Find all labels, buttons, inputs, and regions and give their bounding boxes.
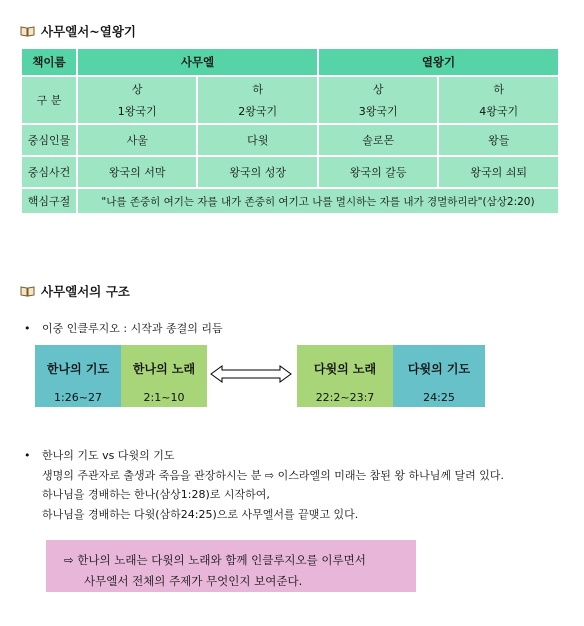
box-ref: 2:1~10	[143, 391, 185, 404]
bullet-marker: •	[24, 449, 31, 462]
table-row-verse	[21, 188, 559, 214]
row-label-verse: 핵심구절	[21, 188, 77, 214]
table-cell: 상 3왕국기	[318, 76, 438, 124]
box-ref: 22:2~23:7	[315, 391, 375, 404]
note-line: 한나의 노래는 다윗의 노래와 함께 인클루지오를 이루면서	[77, 553, 366, 567]
section-title-structure	[20, 282, 130, 300]
row-label-figures: 중심인물	[21, 124, 77, 156]
key-verse-text: "나를 존중히 여기는 자를 내가 존중히 여기고 나를 멸시하는 자를 내가 경멸하리라"(삼상2:20)	[77, 188, 559, 214]
table-cell: 왕국의 서막	[77, 156, 197, 188]
section-title-samuel-kings	[20, 22, 136, 40]
box-title: 한나의 노래	[132, 362, 196, 376]
bullet-heading: 한나의 기도 vs 다윗의 기도	[42, 449, 175, 462]
table-cell: 솔로몬	[318, 124, 438, 156]
table-cell: 다윗	[197, 124, 317, 156]
table-cell: 왕국의 성장	[197, 156, 317, 188]
bullet-marker: •	[24, 322, 31, 335]
book-icon	[20, 285, 35, 297]
table-cell: 왕국의 갈등	[318, 156, 438, 188]
book-icon	[20, 25, 35, 37]
table-row-events	[21, 156, 559, 188]
row-label-events: 중심사건	[21, 156, 77, 188]
section-title-text: 사무엘서~열왕기	[41, 24, 136, 39]
table-row-figures	[21, 124, 559, 156]
header-book-name: 책이름	[21, 48, 77, 76]
table-row-division	[21, 76, 559, 124]
table-cell: 상 1왕국기	[77, 76, 197, 124]
summary-note-box	[46, 540, 416, 592]
arrow-icon: ⇨	[64, 553, 74, 567]
table-header-row	[21, 48, 559, 76]
box-david-song	[297, 345, 393, 407]
bullet-line: 하나님을 경배하는 다윗(삼하24:25)으로 사무엘서를 끝맺고 있다.	[42, 507, 359, 521]
table-cell: 사울	[77, 124, 197, 156]
bullet-text: 이중 인클루지오 : 시작과 종결의 리듬	[42, 322, 223, 335]
bullet-line: 하나님을 경배하는 한나(삼상1:28)로 시작하여,	[42, 488, 270, 501]
table-cell: 하 4왕국기	[438, 76, 559, 124]
box-ref: 24:25	[423, 391, 455, 404]
box-hannah-song	[121, 345, 207, 407]
double-arrow-icon	[210, 365, 292, 383]
table-cell: 왕들	[438, 124, 559, 156]
box-ref: 1:26~27	[54, 391, 102, 404]
table-cell: 하 2왕국기	[197, 76, 317, 124]
bullet-inclusio	[24, 320, 223, 336]
box-title: 다윗의 기도	[407, 362, 471, 376]
bullet-prayers	[24, 446, 504, 524]
section-title-text: 사무엘서의 구조	[41, 284, 130, 299]
table-cell: 왕국의 쇠퇴	[438, 156, 559, 188]
note-line: 사무엘서 전체의 주제가 무엇인지 보여준다.	[84, 574, 303, 588]
header-kings: 열왕기	[318, 48, 559, 76]
header-samuel: 사무엘	[77, 48, 318, 76]
box-david-prayer	[393, 345, 485, 407]
overview-table	[20, 47, 560, 215]
box-hannah-prayer	[35, 345, 121, 407]
row-label-division: 구 분	[21, 76, 77, 124]
box-title: 한나의 기도	[46, 362, 110, 376]
bullet-line: 생명의 주관자로 출생과 죽음을 관장하시는 분 ⇨ 이스라엘의 미래는 참된 왕 하나님께 달려 있다.	[42, 468, 504, 482]
box-title: 다윗의 노래	[313, 362, 377, 376]
